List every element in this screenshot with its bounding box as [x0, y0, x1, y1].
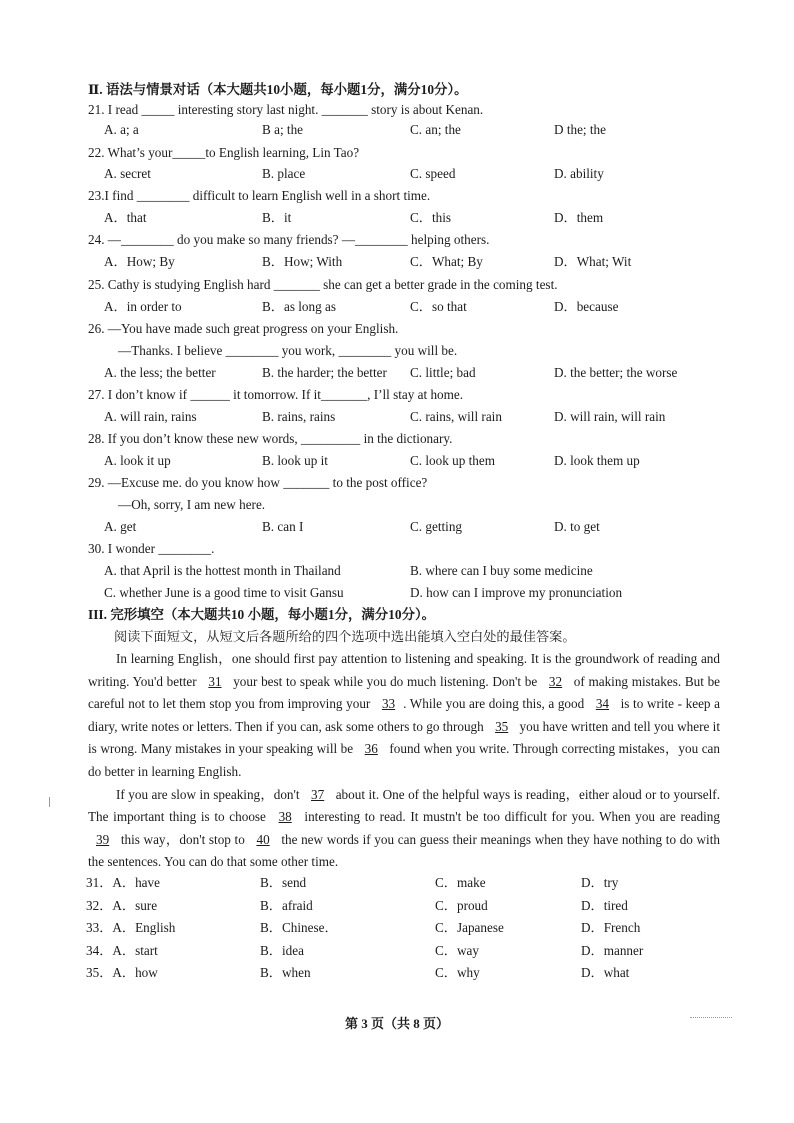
passage-text: this way，don't stop to — [117, 831, 249, 847]
option-c: C. little; bad — [410, 365, 476, 380]
blank-34: 34 — [595, 696, 610, 712]
passage-text: In learning English，one should first pay attention to listening and speaking. It is the groundwork of reading and writing. You'd better — [88, 651, 720, 689]
option-a: A．that — [104, 210, 147, 225]
cloze-option-a: 31．A．have — [86, 875, 160, 890]
option-d: D. the better; the worse — [554, 365, 678, 380]
option-row — [0, 253, 794, 271]
option-b: B. place — [262, 166, 306, 181]
option-b: B．it — [262, 210, 292, 225]
cloze-option-d: D．manner — [581, 943, 644, 958]
cloze-option-d: D．try — [581, 875, 619, 890]
cloze-option-b: B．when — [260, 965, 311, 980]
question-stem: 21. I read _____ interesting story last night. _______ story is about Kenan. — [88, 102, 484, 117]
question-stem: 25. Cathy is studying English hard _______ she can get a better grade in the coming test. — [88, 277, 558, 292]
option-a: A. that April is the hottest month in Thailand — [104, 563, 341, 578]
option-a: A. look it up — [104, 453, 171, 468]
blank-40: 40 — [256, 831, 270, 847]
cloze-option-c: C．way — [435, 943, 479, 958]
cloze-option-c: C．make — [435, 875, 486, 890]
passage-text: about it. One of the helpful ways is reading，either aloud or to yourself. The important thing is to choose — [88, 786, 720, 825]
option-d: D. how can I improve my pronunciation — [410, 585, 623, 600]
option-d: D. to get — [554, 519, 600, 534]
option-d: D．What; Wit — [554, 254, 632, 269]
question-stem: —Oh, sorry, I am new here. — [118, 497, 266, 512]
question-stem: 23.I find ________ difficult to learn English well in a short time. — [88, 188, 431, 203]
option-c: C．so that — [410, 299, 467, 314]
cloze-option-c: C．why — [435, 965, 480, 980]
blank-35: 35 — [495, 718, 509, 734]
blank-36: 36 — [364, 741, 378, 757]
cloze-option-d: D．French — [581, 920, 641, 935]
cloze-option-row — [0, 942, 794, 960]
cloze-option-b: B．send — [260, 875, 307, 890]
question-stem: 24. —________ do you make so many friends? —________ helping others. — [88, 232, 490, 247]
option-c: C. rains, will rain — [410, 409, 502, 424]
question-stem: —Thanks. I believe ________ you work, ________ you will be. — [118, 343, 458, 358]
option-b: B．as long as — [262, 299, 336, 314]
option-b: B. rains, rains — [262, 409, 336, 424]
cloze-passage — [88, 648, 720, 874]
cloze-option-a: 34．A．start — [86, 943, 158, 958]
passage-text: you have written and tell you where it is wrong. Many mistakes in your speaking will be — [88, 718, 720, 757]
cloze-instruction: 阅读下面短文，从短文后各题所给的四个选项中选出能填入空白处的最佳答案。 — [114, 629, 576, 644]
option-a: A. the less; the better — [104, 365, 216, 380]
page-footer: 第 3 页（共 8 页） — [344, 1016, 449, 1031]
option-b: B a; the — [262, 122, 304, 137]
option-c: C. whether June is a good time to visit Gansu — [104, 585, 344, 600]
option-a: A. get — [104, 519, 137, 534]
blank-37: 37 — [311, 786, 325, 802]
blank-39: 39 — [96, 831, 110, 847]
question-stem: 29. —Excuse me. do you know how _______ to the post office? — [88, 475, 428, 490]
option-a: A. secret — [104, 166, 151, 181]
option-c: C. an; the — [410, 122, 461, 137]
passage-text: found when you write. Through correcting mistakes，you can do better in learning English. — [88, 741, 720, 779]
question-stem: 27. I don’t know if ______ it tomorrow. If it_______, I’ll stay at home. — [88, 387, 464, 402]
option-a: A．How; By — [104, 254, 175, 269]
option-b: B. look up it — [262, 453, 328, 468]
option-row — [0, 298, 794, 316]
option-a: A. a; a — [104, 122, 139, 137]
question-stem: 28. If you don’t know these new words, _________ in the dictionary. — [88, 431, 453, 446]
cloze-option-d: D．tired — [581, 898, 628, 913]
passage-text: . While you are doing this, a good — [403, 696, 588, 712]
option-b: B. can I — [262, 519, 304, 534]
option-b: B. the harder; the better — [262, 365, 387, 380]
cloze-option-row — [0, 964, 794, 982]
cloze-option-a: 33．A．English — [86, 920, 176, 935]
blank-33: 33 — [381, 696, 396, 712]
cloze-option-c: C．proud — [435, 898, 488, 913]
cloze-option-c: C．Japanese — [435, 920, 504, 935]
passage-text: If you are slow in speaking，don't — [116, 786, 304, 802]
passage-text: your best to speak while you do much listening. Don't be — [229, 673, 541, 689]
option-d: D. look them up — [554, 453, 640, 468]
option-row — [0, 209, 794, 227]
option-d: D. will rain, will rain — [554, 409, 666, 424]
passage-paragraph — [88, 784, 720, 874]
option-b: B. where can I buy some medicine — [410, 563, 593, 578]
option-row — [0, 121, 794, 139]
blank-32: 32 — [548, 673, 563, 689]
margin-mark — [49, 797, 50, 807]
cloze-option-b: B．idea — [260, 943, 304, 958]
cloze-option-a: 35．A．how — [86, 965, 158, 980]
option-d: D．because — [554, 299, 619, 314]
section-3-heading: III. 完形填空（本大题共10 小题，每小题1分，满分10分）。 — [88, 607, 436, 622]
option-d: D．them — [554, 210, 604, 225]
passage-text: the new words if you can guess their meanings when they have nothing to do with the sentences. You can do that some other time. — [88, 831, 720, 870]
passage-paragraph — [88, 648, 720, 784]
option-a: A. will rain, rains — [104, 409, 197, 424]
cloze-option-b: B．afraid — [260, 898, 313, 913]
option-d: D. ability — [554, 166, 604, 181]
question-stem: 22. What’s your_____to English learning, Lin Tao? — [88, 145, 360, 160]
option-c: C．What; By — [410, 254, 483, 269]
option-b: B．How; With — [262, 254, 343, 269]
option-row — [0, 165, 794, 183]
passage-text: of making mistakes. But be careful not to let them stop you from improving your — [88, 673, 721, 712]
option-a: A．in order to — [104, 299, 182, 314]
option-row — [0, 518, 794, 536]
option-row — [0, 364, 794, 382]
cloze-option-row — [0, 919, 794, 937]
passage-text: is to write - keep a diary, write notes or letters. Then if you can, ask some others to go through — [88, 696, 720, 734]
option-c: C．this — [410, 210, 452, 225]
cloze-option-row — [0, 874, 794, 892]
passage-text: interesting to read. It mustn't be too difficult for you. When you are reading — [299, 809, 720, 825]
cloze-option-b: B．Chinese． — [260, 920, 338, 935]
cloze-option-row — [0, 897, 794, 915]
question-stem: 26. —You have made such great progress on your English. — [88, 321, 399, 336]
question-stem: 30. I wonder ________. — [88, 541, 215, 556]
section-2-heading: Ⅱ. 语法与情景对话（本大题共10小题，每小题1分，满分10分）。 — [88, 82, 468, 97]
blank-38: 38 — [278, 809, 292, 825]
option-row — [0, 452, 794, 470]
option-c: C. getting — [410, 519, 463, 534]
option-c: C. speed — [410, 166, 456, 181]
option-c: C. look up them — [410, 453, 495, 468]
option-d: D the; the — [554, 122, 607, 137]
cloze-option-a: 32．A．sure — [86, 898, 158, 913]
blank-31: 31 — [208, 673, 222, 689]
option-row — [0, 408, 794, 426]
cloze-option-d: D．what — [581, 965, 630, 980]
